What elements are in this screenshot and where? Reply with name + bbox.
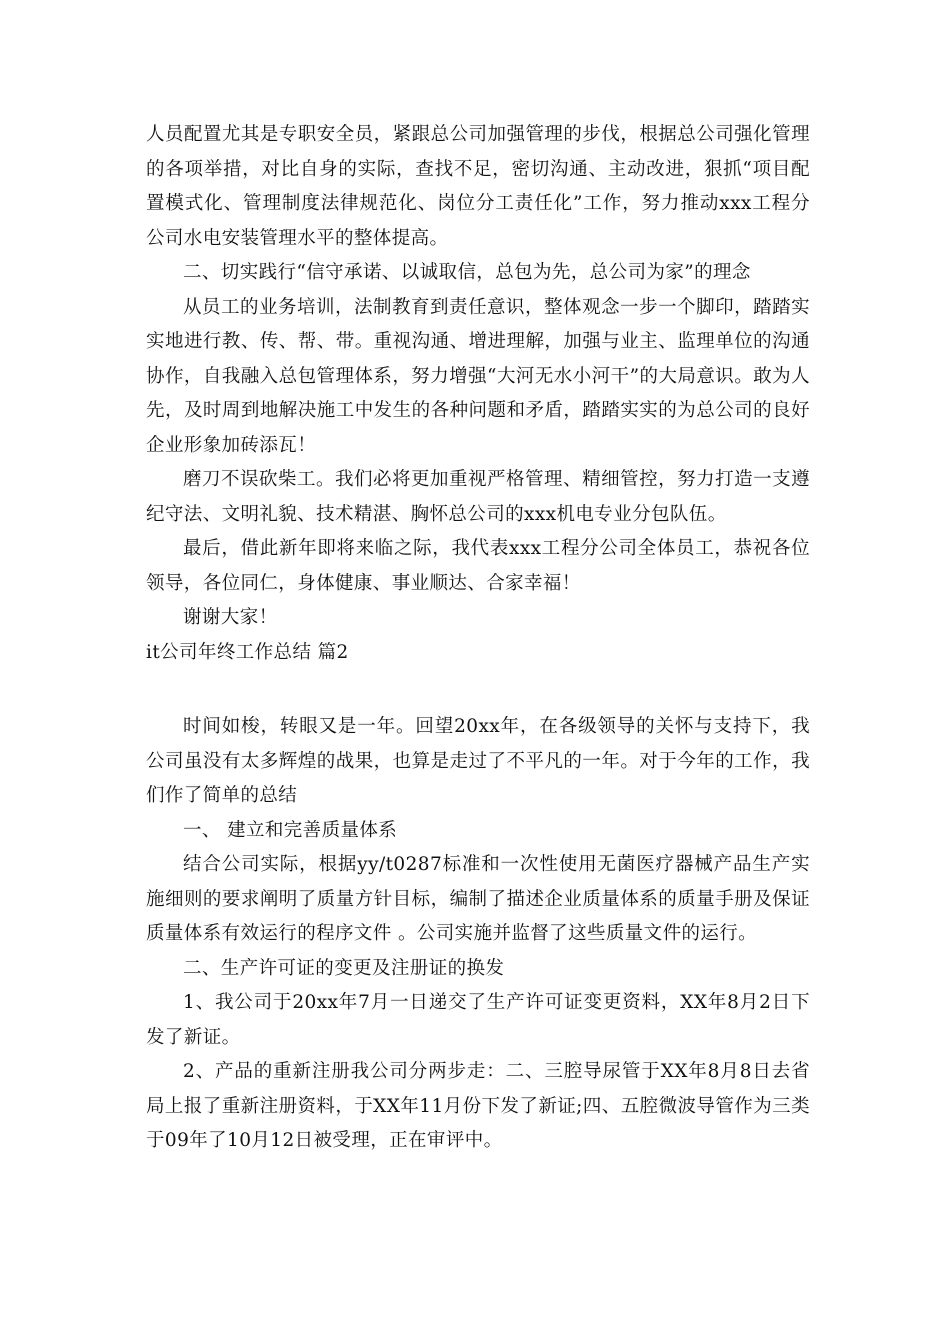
body-paragraph: 2、产品的重新注册我公司分两步走：二、三腔导尿管于XX年8月8日去省局上报了重新注册资料，于XX年11月份下发了新证;四、五腔微波导管作为三类于09年了10月12日被受理，正在审评中。 [146,1061,810,1151]
closing-line: 谢谢大家！ [183,607,278,628]
section-spacer [146,670,810,710]
body-paragraph: 最后，借此新年即将来临之际，我代表xxx工程分公司全体员工，恭祝各位领导，各位同仁，身体健康、事业顺达、合家幸福！ [146,538,810,594]
section-subheading: 一、 建立和完善质量体系 [183,819,398,841]
body-paragraph: 人员配置尤其是专职安全员，紧跟总公司加强管理的步伐，根据总公司强化管理的各项举措，对比自身的实际，查找不足，密切沟通、主动改进，狠抓“项目配置模式化、管理制度法律规范化、岗位分工责任化”工作，努力推动xxx工程分公司水电安装管理水平的整体提高。 [146,124,810,249]
section-title: it公司年终工作总结 篇2 [146,641,349,663]
body-paragraph: 时间如梭，转眼又是一年。回望20xx年，在各级领导的关怀与支持下，我公司虽没有太多辉煌的战果，也算是走过了不平凡的一年。对于今年的工作，我们作了简单的总结 [146,716,810,806]
body-paragraph: 磨刀不误砍柴工。我们必将更加重视严格管理、精细管控，努力打造一支遵纪守法、文明礼貌、技术精湛、胸怀总公司的xxx机电专业分包队伍。 [146,469,810,525]
section-subheading: 二、切实践行“信守承诺、以诚取信，总包为先，总公司为家”的理念 [183,262,751,283]
body-paragraph: 从员工的业务培训，法制教育到责任意识，整体观念一步一个脚印，踏踏实实地进行教、传、帮、带。重视沟通、增进理解，加强与业主、监理单位的沟通协作，自我融入总包管理体系，努力增强“大河无水小河干”的大局意识。敢为人先，及时周到地解决施工中发生的各种问题和矛盾，踏踏实实的为总公司的良好企业形象加砖添瓦！ [146,296,810,456]
body-paragraph: 结合公司实际，根据yy/t0287标准和一次性使用无菌医疗器械产品生产实施细则的要求阐明了质量方针目标，编制了描述企业质量体系的质量手册及保证质量体系有效运行的程序文件 。公司实施并监督了这些质量文件的运行。 [146,854,810,944]
document-page [146,118,810,1159]
section-subheading: 二、生产许可证的变更及注册证的换发 [183,957,505,979]
body-paragraph: 1、我公司于20xx年7月一日递交了生产许可证变更资料，XX年8月2日下发了新证。 [146,992,810,1048]
